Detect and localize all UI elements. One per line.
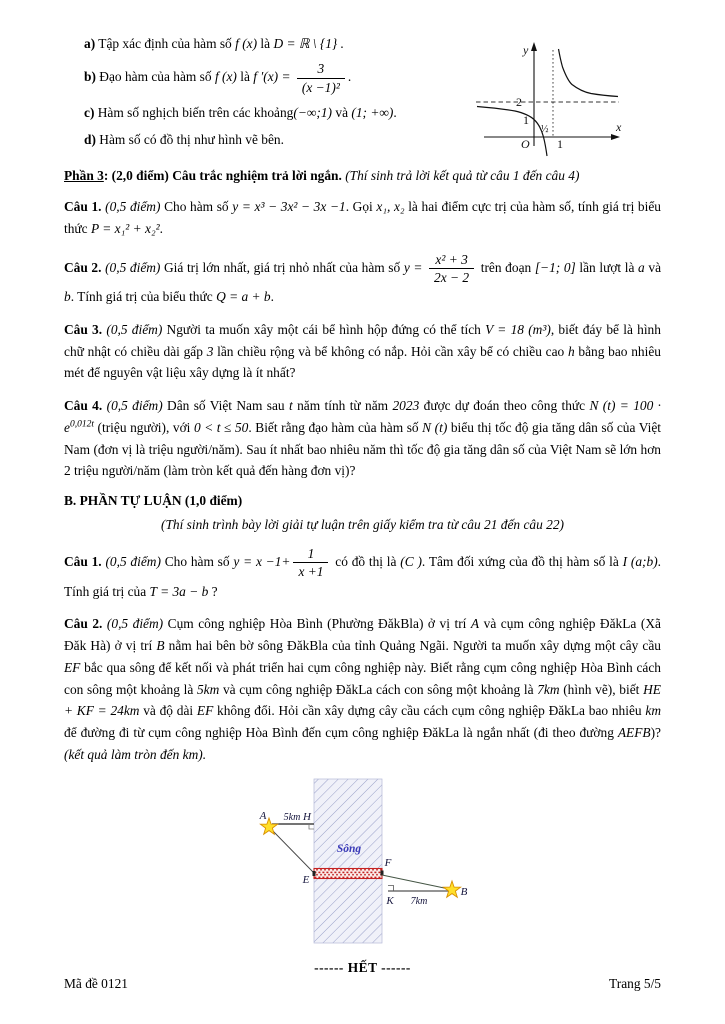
math-run: T = 3a − b: [149, 583, 209, 599]
math-run: Q = a + b: [216, 289, 271, 305]
math-run: f ′(x) =: [253, 69, 291, 85]
bridge-figure-svg: [242, 776, 484, 952]
math-run: V = 18 (m³): [485, 322, 551, 338]
fraction-numerator: 3: [297, 61, 345, 78]
math-run: N (t): [422, 419, 448, 435]
question-points: (0,5 điểm): [105, 553, 161, 569]
part3-note: (Thí sinh trả lời kết quả từ câu 1 đến câu 4): [345, 168, 580, 183]
text-run: là: [260, 36, 271, 51]
text-run: .: [159, 220, 163, 236]
tick-half: ½: [541, 124, 549, 135]
math-run: 2023: [392, 398, 420, 414]
exam-code: Mã đề 0121: [64, 976, 128, 991]
question-label: Câu 2.: [64, 616, 103, 632]
math-run: EF: [64, 659, 81, 675]
bridge-figure: [64, 776, 661, 956]
question-points: (0,5 điểm): [105, 259, 161, 275]
page-number: Trang 5/5: [609, 976, 661, 991]
text-run: và độ dài: [143, 703, 194, 719]
question-points: (0,5 điểm): [106, 322, 163, 338]
math-run: b: [64, 289, 71, 305]
text-run: có đồ thị là: [335, 553, 397, 569]
part3-subtitle: : (2,0 điểm) Câu trắc nghiệm trả lời ngắn.: [103, 168, 342, 183]
hyperbola-graph-svg: [471, 34, 667, 160]
statement-b: [84, 60, 468, 96]
text-run: lần chiều rộng và bể không có nắp. Hỏi cần xây bể có chiều cao: [217, 343, 565, 359]
statement-label: d): [84, 131, 96, 147]
question-p3-3: [64, 319, 661, 384]
label-K: K: [385, 895, 394, 908]
label-river: Sông: [336, 843, 361, 856]
right-angle-H: [309, 824, 314, 829]
text-run: Tập xác định của hàm số: [98, 36, 232, 51]
text-run: được dự đoán theo công thức: [423, 398, 586, 414]
text-run: trên đoạn: [480, 259, 532, 275]
label-7km: 7km: [410, 896, 427, 908]
point-F-marker: [380, 871, 383, 876]
partB-note: (Thí sinh trình bày lời giải tự luận trên giấy kiểm tra từ câu 21 đến câu 22): [161, 516, 564, 532]
statement-c: [84, 103, 468, 122]
text-run: là hai điểm cực trị của hàm số, tính giá trị biểu thức: [64, 199, 661, 236]
fraction-numerator: x² + 3: [429, 252, 474, 269]
math-run: a: [638, 259, 645, 275]
math-run: km: [645, 703, 661, 719]
question-label: Câu 3.: [64, 322, 103, 338]
question-points: (0,5 điểm): [106, 398, 163, 414]
text-run: Người ta muốn xây một cái bể hình hộp đứng có thể tích: [166, 322, 481, 338]
math-run: I (a;b): [622, 553, 658, 569]
text-run: và cụm công nghiệp ĐăkLa cách con sông một khoảng là: [222, 681, 534, 697]
fraction-denominator: x +1: [298, 564, 324, 580]
page-footer: [64, 976, 661, 992]
curve-right-branch: [559, 49, 619, 97]
label-F: F: [384, 857, 391, 870]
origin-label: O: [521, 137, 530, 151]
text-run: . Tính giá trị của biểu thức: [70, 289, 213, 305]
bridge-EF: [314, 869, 382, 879]
text-run: . Biết rằng đạo hàm của hàm số: [248, 419, 419, 435]
math-run: D = ℝ \ {1} .: [273, 36, 344, 51]
label-H: H: [302, 811, 311, 824]
statement-list: [64, 34, 468, 149]
end-marker: ------ HẾT ------: [314, 960, 411, 976]
text-run: (triệu người), với: [97, 419, 191, 435]
part3-title: Phần 3: [64, 168, 104, 183]
math-run: A: [470, 616, 480, 632]
label-E: E: [302, 874, 309, 887]
question-label: Câu 4.: [64, 398, 103, 414]
text-run: . Tính giá trị của: [64, 553, 662, 599]
river-band: [314, 779, 382, 943]
math-run: N (t) = 100 · e: [64, 398, 661, 435]
text-run: bằng bao nhiêu mét để nguyên vật liệu xây dựng là ít nhất?: [64, 343, 661, 381]
text-run: . Gọi: [345, 199, 373, 215]
statement-d: [84, 130, 468, 149]
question-label: Câu 1.: [64, 199, 102, 215]
fraction: [297, 61, 345, 95]
math-run: y =: [403, 259, 423, 275]
math-run: [−1; 0]: [534, 259, 576, 275]
math-run: (−∞;1): [293, 105, 333, 121]
question-points: (0,5 điểm): [105, 199, 161, 215]
text-run: Hàm số nghịch biến trên các khoảng: [97, 105, 294, 121]
statement-a: [84, 34, 468, 53]
tick-2: 2: [516, 95, 522, 109]
text-run: nằm hai bên bờ sông ĐăkBla của tỉnh Quảng Ngãi. Người ta muốn xây dựng một cây cầu: [168, 638, 662, 654]
math-run: y = x³ − 3x² − 3x −1: [232, 199, 346, 215]
math-run: (1; +∞): [351, 105, 394, 121]
tick-1-y: 1: [523, 113, 529, 127]
question-label: Câu 1.: [64, 553, 102, 569]
text-run: )?: [650, 724, 661, 740]
math-run: f (x): [235, 36, 258, 51]
right-angle-K: [388, 886, 394, 892]
x-axis-label: x: [616, 120, 622, 134]
text-run: và: [648, 259, 662, 275]
text-run: và cụm công nghiệp ĐăkLa (Xã Đăk Hà) ở vị trí: [64, 616, 661, 654]
label-B: B: [460, 886, 467, 899]
y-axis-arrow: [531, 42, 537, 51]
statement-label: b): [84, 69, 96, 85]
y-axis-label: y: [523, 43, 529, 57]
tick-1-x: 1: [557, 137, 563, 151]
math-run: EF: [196, 703, 214, 719]
statement-label: c): [84, 105, 95, 121]
math-run: y = x −1+: [233, 553, 291, 569]
text-run: ?: [211, 583, 218, 599]
text-run: . Tâm đối xứng của đồ thị hàm số là: [421, 553, 619, 569]
text-run: để đường đi từ cụm công nghiệp Hòa Bình đến cụm công nghiệp ĐăkLa là ngắn nhất (đi theo đường: [64, 724, 614, 740]
math-run: P = x₁² + x₂²: [90, 220, 160, 236]
question-p3-2: [64, 251, 661, 309]
text-run: bắc qua sông để kết nối và phát triển hai cụm công nghiệp này. Biết rằng cụm công nghiệp Hòa Bình cách con sông một khoảng là: [64, 659, 661, 697]
fraction-denominator: 2x − 2: [434, 269, 470, 285]
math-run: AEFB: [617, 724, 651, 740]
question-pB-1: [64, 545, 661, 603]
star-icon-B: [443, 881, 460, 897]
text-run: Cho hàm số: [164, 553, 230, 569]
label-5km: 5km: [283, 812, 300, 824]
math-run: 7km: [537, 681, 560, 697]
text-run: Dân số Việt Nam sau: [167, 398, 285, 414]
function-graph: [471, 34, 667, 160]
x-axis-arrow: [611, 134, 620, 140]
text-run: và: [335, 105, 349, 121]
text-run: Cụm công nghiệp Hòa Bình (Phường ĐăkBla) ở vị trí: [167, 616, 467, 632]
math-run: h: [567, 343, 575, 359]
text-run: không đổi. Hỏi cần xây dựng cây cầu cách cụm công nghiệp ĐăkLa bao nhiêu: [217, 703, 642, 719]
text-run: Cho hàm số: [164, 199, 229, 215]
math-run: x₁, x₂: [376, 199, 405, 215]
text-run: lần lượt là: [579, 259, 635, 275]
math-run: 5km: [196, 681, 220, 697]
fraction: [429, 252, 474, 286]
result-note: (kết quả làm tròn đến km).: [64, 746, 207, 762]
math-run: 0 < t ≤ 50: [193, 419, 249, 435]
question-points: (0,5 điểm): [106, 616, 164, 632]
point-E-marker: [312, 871, 315, 876]
fraction-numerator: 1: [293, 546, 328, 563]
text-run: Đạo hàm của hàm số: [99, 69, 212, 85]
segment-FB: [382, 875, 449, 889]
math-run: B: [156, 638, 165, 654]
text-run: .: [347, 69, 352, 85]
label-A: A: [259, 810, 266, 823]
fraction-denominator: (x −1)²: [301, 79, 340, 95]
question-p3-4: [64, 395, 661, 482]
math-run: t: [288, 398, 293, 414]
text-run: Hàm số có đồ thị như hình vẽ bên.: [99, 131, 284, 147]
text-run: (hình vẽ), biết: [563, 681, 640, 697]
text-run: .: [393, 105, 397, 121]
math-run: (C ): [400, 553, 422, 569]
partB-heading: B. PHẦN TỰ LUẬN (1,0 điểm): [64, 492, 243, 508]
exponent: 0,012t: [69, 419, 94, 430]
text-run: biểu thị tốc độ gia tăng dân số của Việt Nam (đơn vị là triệu người/năm). Sau ít nhất bao nhiêu năm thì tốc độ gia tăng dân số của Việt Nam sẽ lớn hơn 2 triệu người/năm (làm tròn kết quả đến hàng đơn vị)?: [64, 419, 661, 479]
fraction: [293, 546, 328, 580]
question-label: Câu 2.: [64, 259, 102, 275]
part3-heading: [64, 166, 661, 186]
math-run: f (x): [214, 69, 237, 85]
text-run: là: [240, 69, 250, 85]
math-run: HE + KF = 24km: [64, 681, 661, 719]
curve-left-branch: [477, 107, 547, 157]
math-run: 3: [206, 343, 214, 359]
part2-block: [64, 34, 661, 162]
text-run: , biết đáy bể là hình chữ nhật có chiều dài gấp: [64, 322, 661, 359]
text-run: năm tính từ năm: [297, 398, 389, 414]
segment-AE: [271, 829, 314, 873]
question-pB-2: [64, 613, 661, 765]
question-p3-1: [64, 196, 661, 239]
statement-label: a): [84, 36, 96, 51]
text-run: .: [270, 289, 274, 305]
text-run: Giá trị lớn nhất, giá trị nhỏ nhất của hàm số: [164, 259, 401, 275]
